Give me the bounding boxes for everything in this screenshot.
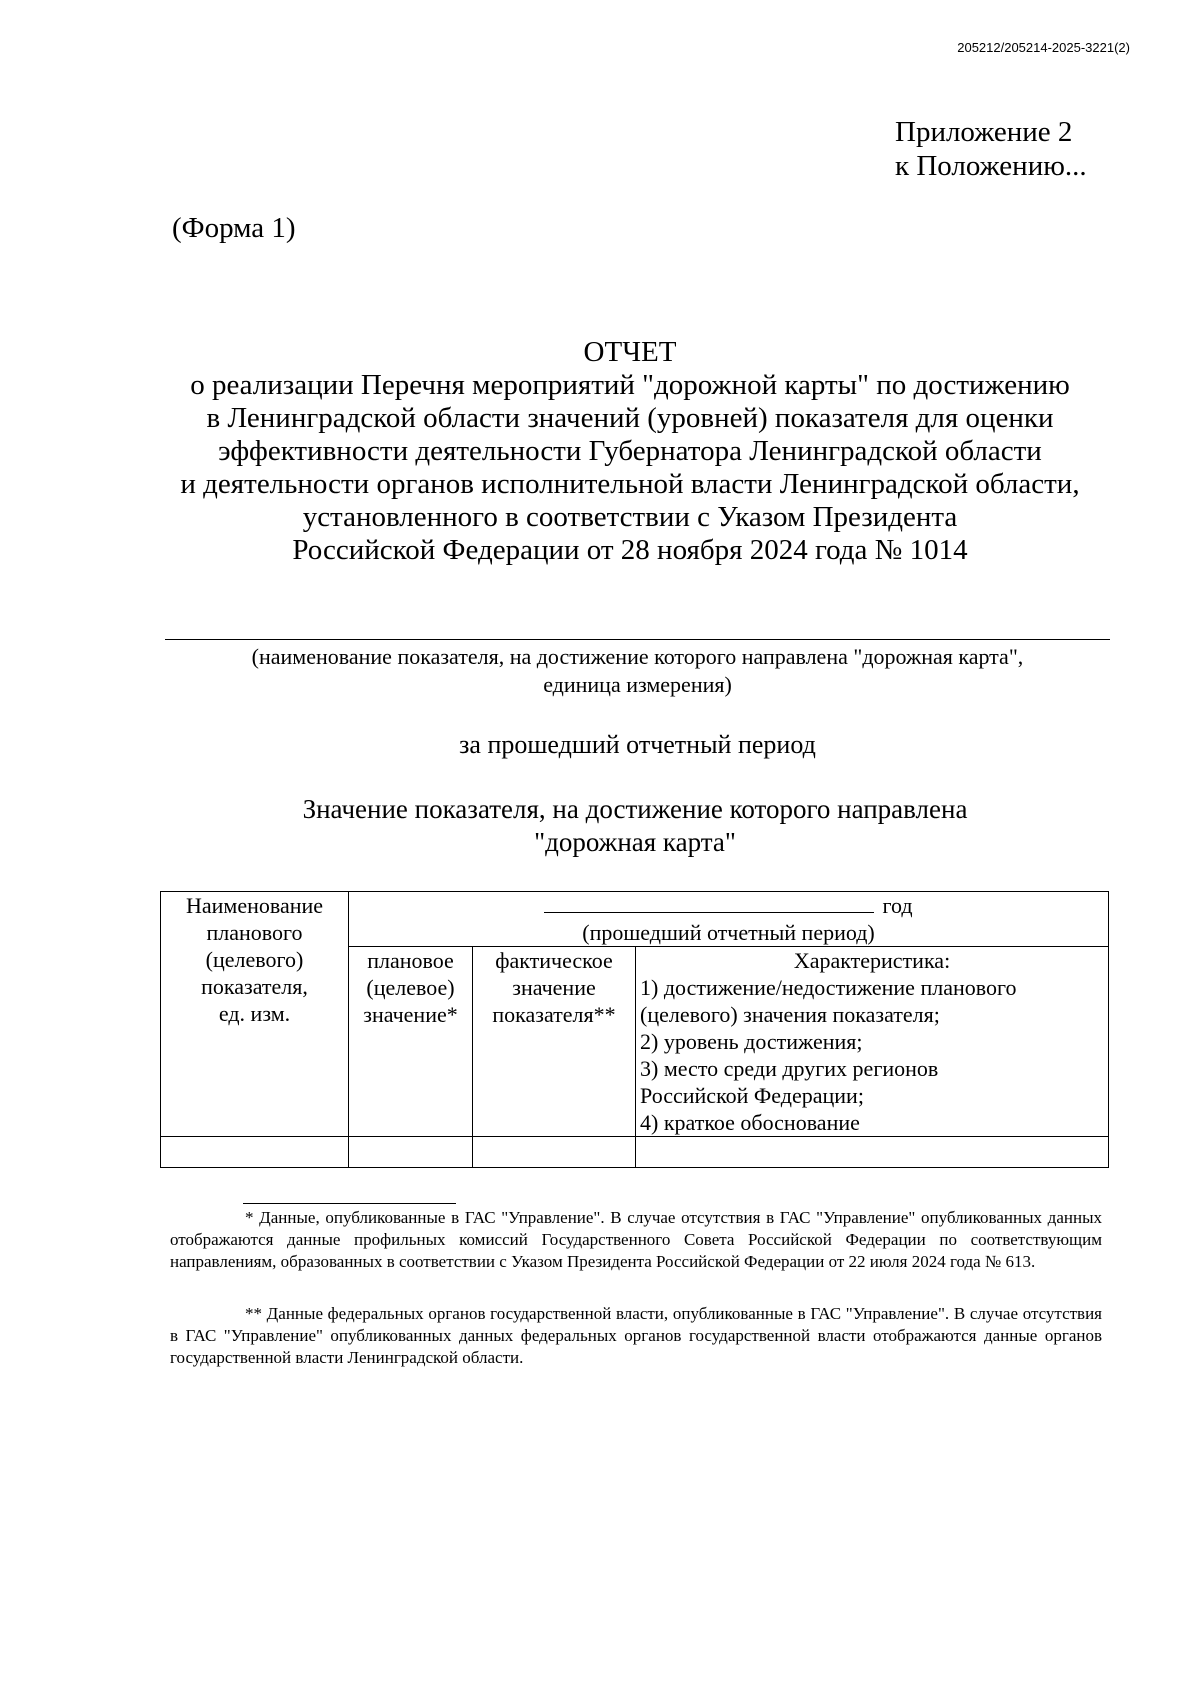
title-line: эффективности деятельности Губернатора Ленинградской области: [218, 435, 1042, 467]
header-text: Российской Федерации;: [640, 1083, 864, 1108]
table-header-row: [161, 892, 1109, 947]
table-cell[interactable]: [473, 1137, 636, 1168]
value-heading: [150, 793, 1120, 859]
appendix-line: Приложение 2: [895, 116, 1073, 148]
header-text: 1) достижение/недостижение планового: [640, 975, 1017, 1000]
table-cell[interactable]: [636, 1137, 1109, 1168]
header-text: 4) краткое обоснование: [640, 1110, 860, 1135]
caption-line: (наименование показателя, на достижение которого направлена "дорожная карта",: [251, 644, 1024, 669]
header-text: Характеристика:: [793, 948, 951, 973]
header-text: (целевое): [366, 975, 455, 1000]
value-heading-line: Значение показателя, на достижение которого направлена: [302, 794, 968, 824]
header-text: ед. изм.: [218, 1001, 291, 1026]
header-text: Наименование: [185, 893, 324, 918]
period-label: за прошедший отчетный период: [459, 730, 816, 759]
header-text: показателя**: [492, 1002, 616, 1027]
header-text: значение*: [363, 1002, 458, 1027]
header-year: [349, 892, 1109, 947]
header-text: (целевого) значения показателя;: [640, 1002, 940, 1027]
header-text: (целевого): [205, 947, 304, 972]
document-id: 205212/205214-2025-3221(2): [957, 40, 1130, 55]
header-text: показателя,: [201, 974, 308, 999]
header-text: значение: [512, 975, 596, 1000]
appendix-line: к Положению...: [895, 150, 1087, 182]
table-cell[interactable]: [161, 1137, 349, 1168]
caption-line: единица измерения): [543, 672, 732, 697]
indicator-name-blank-line: [165, 639, 1110, 640]
footnote-2: ** Данные федеральных органов государственной власти, опубликованные в ГАС "Управление". В случае отсутствия в ГАС "Управление" опубликованных данных федеральных органов государственной власти отображаются данные органов государственной власти Ленинградской области.: [170, 1304, 1102, 1367]
value-heading-line: "дорожная карта": [534, 827, 736, 857]
title-line: и деятельности органов исполнительной власти Ленинградской области,: [180, 468, 1080, 500]
table-row: [161, 1137, 1109, 1168]
year-word: год: [882, 893, 913, 918]
year-caption: (прошедший отчетный период): [582, 920, 875, 945]
footnote-1: * Данные, опубликованные в ГАС "Управление". В случае отсутствия в ГАС "Управление" опубликованных данных отображаются данные профильных комиссий Государственного Совета Российской Федерации по соответствующим направлениям, образованных в соответствии с Указом Президента Российской Федерации от 22 июля 2024 года № 613.: [170, 1208, 1102, 1271]
footnote-separator: [243, 1203, 456, 1204]
header-characteristic: [636, 947, 1109, 1137]
appendix-note: [895, 115, 1087, 183]
title-main: ОТЧЕТ: [583, 336, 677, 368]
indicator-caption: [150, 643, 1125, 699]
header-text: фактическое: [495, 948, 613, 973]
header-actual-value: [473, 947, 636, 1137]
title-line: установленного в соответствии с Указом Президента: [302, 501, 958, 533]
report-table: [160, 891, 1109, 1168]
title-line: о реализации Перечня мероприятий "дорожной карты" по достижению: [190, 369, 1070, 401]
header-text: плановое: [367, 948, 454, 973]
report-title: [150, 336, 1110, 567]
table-cell[interactable]: [349, 1137, 473, 1168]
title-line: Российской Федерации от 28 ноября 2024 года № 1014: [292, 534, 968, 566]
header-text: 3) место среди других регионов: [640, 1056, 939, 1081]
year-blank-line: [544, 892, 874, 913]
title-line: в Ленинградской области значений (уровней) показателя для оценки: [206, 402, 1054, 434]
header-planned-value: [349, 947, 473, 1137]
header-indicator-name: [161, 892, 349, 1137]
header-text: планового: [206, 920, 303, 945]
form-label: (Форма 1): [172, 212, 296, 244]
header-text: 2) уровень достижения;: [640, 1029, 863, 1054]
